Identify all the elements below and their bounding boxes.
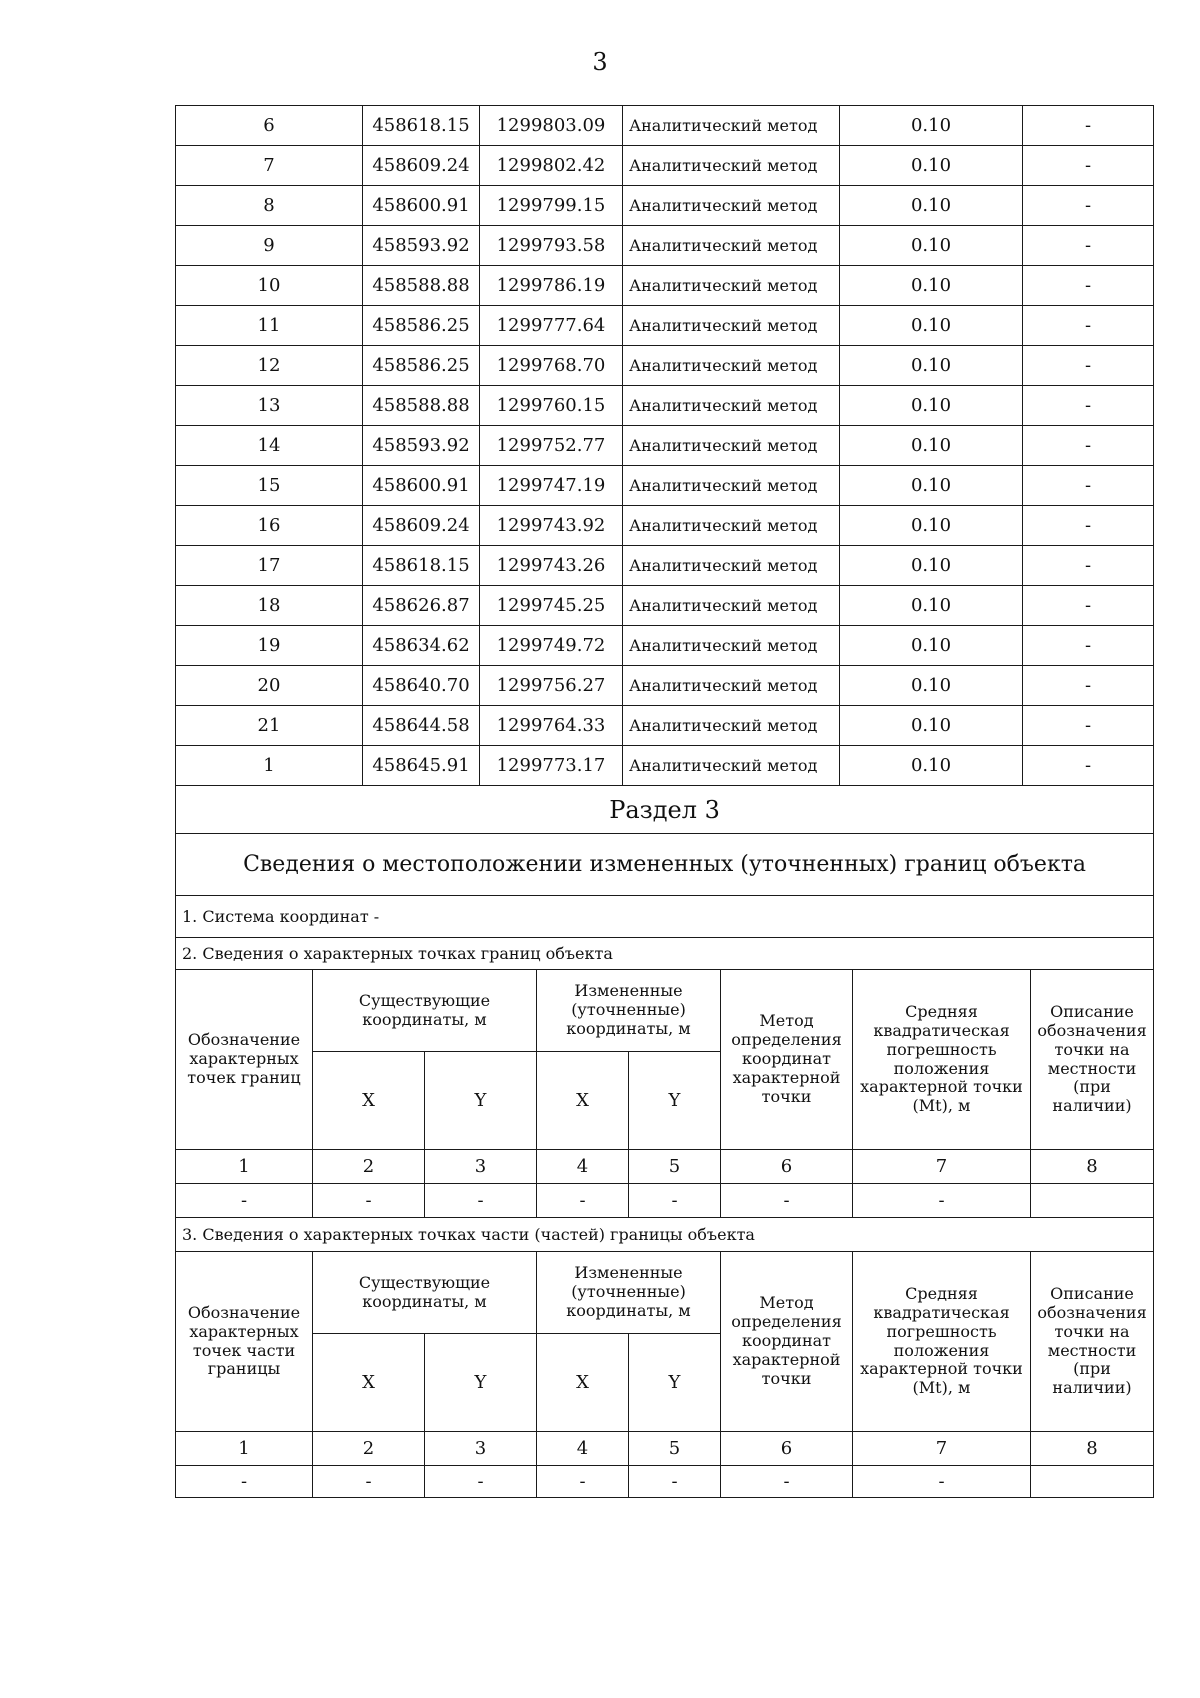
method: Аналитический метод (623, 466, 840, 506)
header-y-existing-part: Y (425, 1334, 537, 1432)
description: - (1023, 266, 1154, 306)
method: Аналитический метод (623, 146, 840, 186)
x-coordinate: 458645.91 (363, 746, 480, 786)
mt-value: 0.10 (840, 586, 1023, 626)
table-row (176, 266, 1154, 306)
x-coordinate: 458588.88 (363, 266, 480, 306)
x-coordinate: 458593.92 (363, 226, 480, 266)
header-existing-coords: Существующие координаты, м (313, 970, 537, 1052)
x-coordinate: 458588.88 (363, 386, 480, 426)
method: Аналитический метод (623, 346, 840, 386)
y-coordinate: 1299786.19 (480, 266, 623, 306)
point-number: 20 (176, 666, 363, 706)
mt-value: 0.10 (840, 306, 1023, 346)
empty-cell: - (176, 1184, 313, 1218)
column-number: 5 (629, 1150, 721, 1184)
description: - (1023, 226, 1154, 266)
column-number: 8 (1031, 1150, 1154, 1184)
point-number: 12 (176, 346, 363, 386)
column-number: 2 (313, 1150, 425, 1184)
table-row (176, 226, 1154, 266)
x-coordinate: 458618.15 (363, 546, 480, 586)
column-number: 6 (721, 1432, 853, 1466)
coordinates-table (175, 105, 1154, 786)
column-number: 3 (425, 1432, 537, 1466)
empty-cell: - (853, 1466, 1031, 1498)
point-number: 21 (176, 706, 363, 746)
block-3-title: 3. Сведения о характерных точках части (частей) границы объекта (176, 1218, 1154, 1252)
section-title: Раздел 3 (176, 786, 1154, 834)
header-designation-part: Обозначение характерных точек части границы (176, 1252, 313, 1432)
mt-value: 0.10 (840, 146, 1023, 186)
method: Аналитический метод (623, 386, 840, 426)
column-number: 1 (176, 1432, 313, 1466)
y-coordinate: 1299799.15 (480, 186, 623, 226)
x-coordinate: 458600.91 (363, 466, 480, 506)
x-coordinate: 458634.62 (363, 626, 480, 666)
table-row (176, 546, 1154, 586)
mt-value: 0.10 (840, 106, 1023, 146)
empty-cell: - (425, 1466, 537, 1498)
table-row (176, 626, 1154, 666)
header-changed-coords: Измененные (уточненные) координаты, м (537, 970, 721, 1052)
description: - (1023, 506, 1154, 546)
table-row (176, 106, 1154, 146)
method: Аналитический метод (623, 226, 840, 266)
table-row (176, 746, 1154, 786)
empty-cell: - (721, 1466, 853, 1498)
table-row (176, 466, 1154, 506)
description: - (1023, 346, 1154, 386)
column-number: 7 (853, 1432, 1031, 1466)
x-coordinate: 458609.24 (363, 506, 480, 546)
empty-cell: - (176, 1466, 313, 1498)
mt-value: 0.10 (840, 186, 1023, 226)
table-row (176, 666, 1154, 706)
y-coordinate: 1299743.26 (480, 546, 623, 586)
y-coordinate: 1299760.15 (480, 386, 623, 426)
mt-value: 0.10 (840, 666, 1023, 706)
y-coordinate: 1299773.17 (480, 746, 623, 786)
y-coordinate: 1299749.72 (480, 626, 623, 666)
method: Аналитический метод (623, 666, 840, 706)
method: Аналитический метод (623, 626, 840, 666)
header-x-existing-part: X (313, 1334, 425, 1432)
y-coordinate: 1299745.25 (480, 586, 623, 626)
column-number: 2 (313, 1432, 425, 1466)
coordinate-system: 1. Система координат - (176, 896, 1154, 938)
point-number: 19 (176, 626, 363, 666)
column-number: 4 (537, 1150, 629, 1184)
header-description: Описание обозначения точки на местности (при наличии) (1031, 970, 1154, 1150)
method: Аналитический метод (623, 306, 840, 346)
y-coordinate: 1299777.64 (480, 306, 623, 346)
description: - (1023, 666, 1154, 706)
description: - (1023, 146, 1154, 186)
table-row (176, 506, 1154, 546)
point-number: 1 (176, 746, 363, 786)
empty-cell: - (629, 1184, 721, 1218)
x-coordinate: 458593.92 (363, 426, 480, 466)
column-number: 5 (629, 1432, 721, 1466)
mt-value: 0.10 (840, 506, 1023, 546)
header-x-changed: X (537, 1052, 629, 1150)
point-number: 9 (176, 226, 363, 266)
table-row (176, 426, 1154, 466)
description: - (1023, 466, 1154, 506)
mt-value: 0.10 (840, 626, 1023, 666)
table-row (176, 586, 1154, 626)
point-number: 15 (176, 466, 363, 506)
mt-value: 0.10 (840, 386, 1023, 426)
block-2-title: 2. Сведения о характерных точках границ объекта (176, 938, 1154, 970)
x-coordinate: 458626.87 (363, 586, 480, 626)
column-number: 1 (176, 1150, 313, 1184)
x-coordinate: 458609.24 (363, 146, 480, 186)
mt-value: 0.10 (840, 706, 1023, 746)
method: Аналитический метод (623, 586, 840, 626)
x-coordinate: 458618.15 (363, 106, 480, 146)
header-existing-coords-part: Существующие координаты, м (313, 1252, 537, 1334)
column-number: 6 (721, 1150, 853, 1184)
mt-value: 0.10 (840, 746, 1023, 786)
method: Аналитический метод (623, 706, 840, 746)
point-number: 7 (176, 146, 363, 186)
point-number: 16 (176, 506, 363, 546)
empty-cell: - (425, 1184, 537, 1218)
table-row (176, 146, 1154, 186)
description: - (1023, 706, 1154, 746)
point-number: 8 (176, 186, 363, 226)
point-number: 10 (176, 266, 363, 306)
empty-cell (1031, 1184, 1154, 1218)
empty-cell: - (721, 1184, 853, 1218)
method: Аналитический метод (623, 546, 840, 586)
header-method-part: Метод определения координат характерной точки (721, 1252, 853, 1432)
point-number: 6 (176, 106, 363, 146)
mt-value: 0.10 (840, 466, 1023, 506)
x-coordinate: 458640.70 (363, 666, 480, 706)
point-number: 18 (176, 586, 363, 626)
point-number: 13 (176, 386, 363, 426)
section-subtitle: Сведения о местоположении измененных (уточненных) границ объекта (176, 834, 1154, 896)
y-coordinate: 1299756.27 (480, 666, 623, 706)
mt-value: 0.10 (840, 346, 1023, 386)
description: - (1023, 186, 1154, 226)
header-mt-part: Средняя квадратическая погрешность положения характерной точки (Mt), м (853, 1252, 1031, 1432)
column-number: 8 (1031, 1432, 1154, 1466)
x-coordinate: 458586.25 (363, 306, 480, 346)
description: - (1023, 546, 1154, 586)
y-coordinate: 1299764.33 (480, 706, 623, 746)
header-x-existing: X (313, 1052, 425, 1150)
x-coordinate: 458644.58 (363, 706, 480, 746)
mt-value: 0.10 (840, 226, 1023, 266)
description: - (1023, 746, 1154, 786)
method: Аналитический метод (623, 186, 840, 226)
empty-cell: - (537, 1466, 629, 1498)
header-method: Метод определения координат характерной точки (721, 970, 853, 1150)
header-y-existing: Y (425, 1052, 537, 1150)
header-mt: Средняя квадратическая погрешность положения характерной точки (Mt), м (853, 970, 1031, 1150)
y-coordinate: 1299802.42 (480, 146, 623, 186)
header-changed-coords-part: Измененные (уточненные) координаты, м (537, 1252, 721, 1334)
y-coordinate: 1299803.09 (480, 106, 623, 146)
y-coordinate: 1299747.19 (480, 466, 623, 506)
description: - (1023, 386, 1154, 426)
description: - (1023, 626, 1154, 666)
table-row (176, 386, 1154, 426)
empty-cell: - (313, 1466, 425, 1498)
table-row (176, 346, 1154, 386)
mt-value: 0.10 (840, 426, 1023, 466)
x-coordinate: 458600.91 (363, 186, 480, 226)
section-3-table (175, 785, 1154, 1498)
page-number: 3 (592, 48, 608, 76)
table-row (176, 706, 1154, 746)
empty-cell: - (629, 1466, 721, 1498)
header-y-changed: Y (629, 1052, 721, 1150)
mt-value: 0.10 (840, 266, 1023, 306)
mt-value: 0.10 (840, 546, 1023, 586)
y-coordinate: 1299752.77 (480, 426, 623, 466)
table-row (176, 306, 1154, 346)
header-x-changed-part: X (537, 1334, 629, 1432)
point-number: 11 (176, 306, 363, 346)
description: - (1023, 106, 1154, 146)
empty-cell: - (313, 1184, 425, 1218)
header-y-changed-part: Y (629, 1334, 721, 1432)
header-designation: Обозначение характерных точек границ (176, 970, 313, 1150)
empty-cell: - (853, 1184, 1031, 1218)
method: Аналитический метод (623, 106, 840, 146)
table-row (176, 186, 1154, 226)
x-coordinate: 458586.25 (363, 346, 480, 386)
point-number: 17 (176, 546, 363, 586)
method: Аналитический метод (623, 506, 840, 546)
column-number: 7 (853, 1150, 1031, 1184)
y-coordinate: 1299743.92 (480, 506, 623, 546)
description: - (1023, 586, 1154, 626)
point-number: 14 (176, 426, 363, 466)
description: - (1023, 426, 1154, 466)
method: Аналитический метод (623, 746, 840, 786)
y-coordinate: 1299768.70 (480, 346, 623, 386)
empty-cell: - (537, 1184, 629, 1218)
empty-cell (1031, 1466, 1154, 1498)
description: - (1023, 306, 1154, 346)
header-description-part: Описание обозначения точки на местности (при наличии) (1031, 1252, 1154, 1432)
column-number: 3 (425, 1150, 537, 1184)
method: Аналитический метод (623, 266, 840, 306)
method: Аналитический метод (623, 426, 840, 466)
y-coordinate: 1299793.58 (480, 226, 623, 266)
column-number: 4 (537, 1432, 629, 1466)
